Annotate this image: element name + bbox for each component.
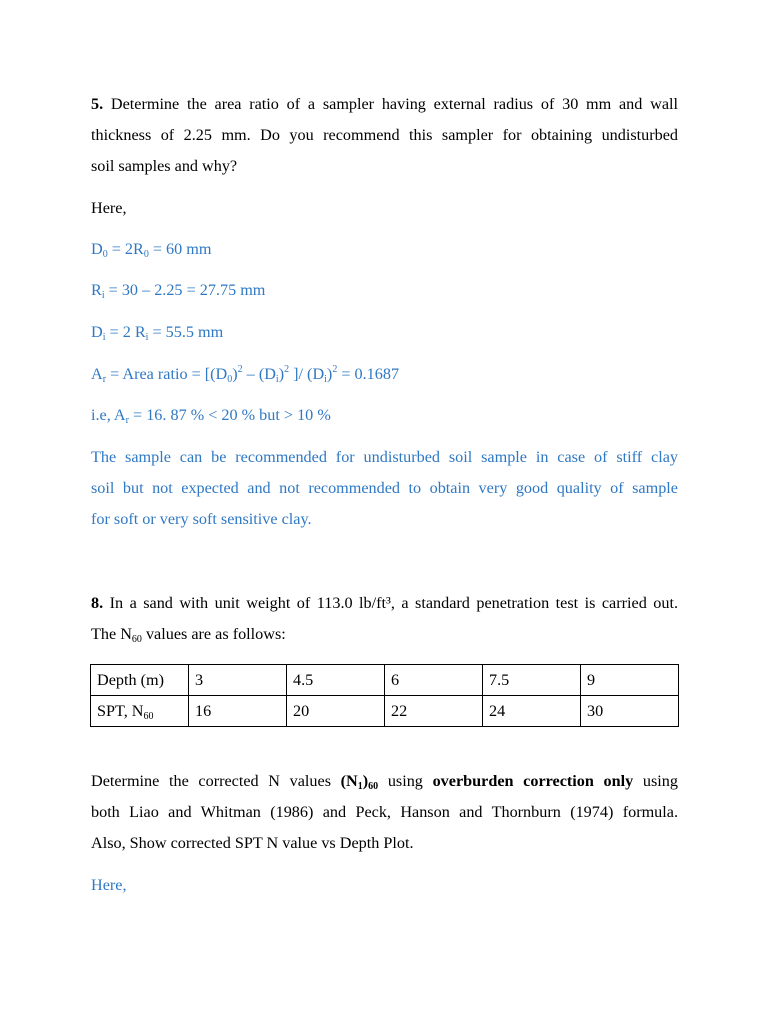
table-cell: 7.5 (483, 665, 581, 696)
table-cell-header: SPT, $N_{60}$ (91, 696, 189, 727)
table-cell: 24 (483, 696, 581, 727)
table-cell: 6 (385, 665, 483, 696)
q8-line-1: 8. In a sand with unit weight of 113.0 lb/ft³, a standard penetration test is carried out. (91, 594, 678, 612)
spt-table (90, 664, 679, 727)
task-line-1: Determine the corrected N values $(N_1)_{60}$ using overburden correction only using (91, 772, 678, 792)
here-label-2: Here, (91, 876, 127, 894)
task-line-3: Also, Show corrected SPT N value vs Depth Plot. (91, 834, 414, 852)
q8-number: 8. (91, 594, 104, 612)
table-cell: 4.5 (287, 665, 385, 696)
equation-area-ratio: $A_r$ = Area ratio = [$(D_0)^2 - (D_i)^2$ ]/ $(D_i)^2 = 0.1687$ (91, 364, 400, 385)
table-cell: 20 (287, 696, 385, 727)
equation-d0: $D_0 = 2R_0 = 60$ mm (91, 240, 212, 260)
q8-line-2: The $N_{60}$ values are as follows: (91, 625, 286, 645)
table-cell: 30 (581, 696, 679, 727)
table-cell: 3 (189, 665, 287, 696)
recommendation-line-3: for soft or very soft sensitive clay. (91, 510, 312, 528)
equation-di: $D_i = 2$ $R_i = 55.5$ mm (91, 323, 224, 343)
table-cell: 22 (385, 696, 483, 727)
here-label-1: Here, (91, 199, 127, 217)
table-row-depth (91, 665, 679, 696)
table-cell: 16 (189, 696, 287, 727)
table-cell-header: Depth (m) (91, 665, 189, 696)
q5-line-1: 5. Determine the area ratio of a sampler having external radius of 30 mm and wall (91, 95, 678, 113)
recommendation-line-2: soil but not expected and not recommended to obtain very good quality of sample (91, 479, 678, 497)
recommendation-line-1: The sample can be recommended for undisturbed soil sample in case of stiff clay (91, 448, 678, 466)
equation-percentage: i.e, $A_r = 16$. 87 % < 20 % but > 10 % (91, 406, 331, 426)
task-line-2: both Liao and Whitman (1986) and Peck, Hanson and Thornburn (1974) formula. (91, 803, 678, 821)
table-cell: 9 (581, 665, 679, 696)
q5-line-3: soil samples and why? (91, 157, 238, 175)
q5-number: 5. (91, 95, 104, 113)
table-row-spt (91, 696, 679, 727)
q5-line-2: thickness of 2.25 mm. Do you recommend this sampler for obtaining undisturbed (91, 126, 678, 144)
equation-ri: $R_i = 30 - 2.25 = 27.75$ mm (91, 281, 266, 301)
